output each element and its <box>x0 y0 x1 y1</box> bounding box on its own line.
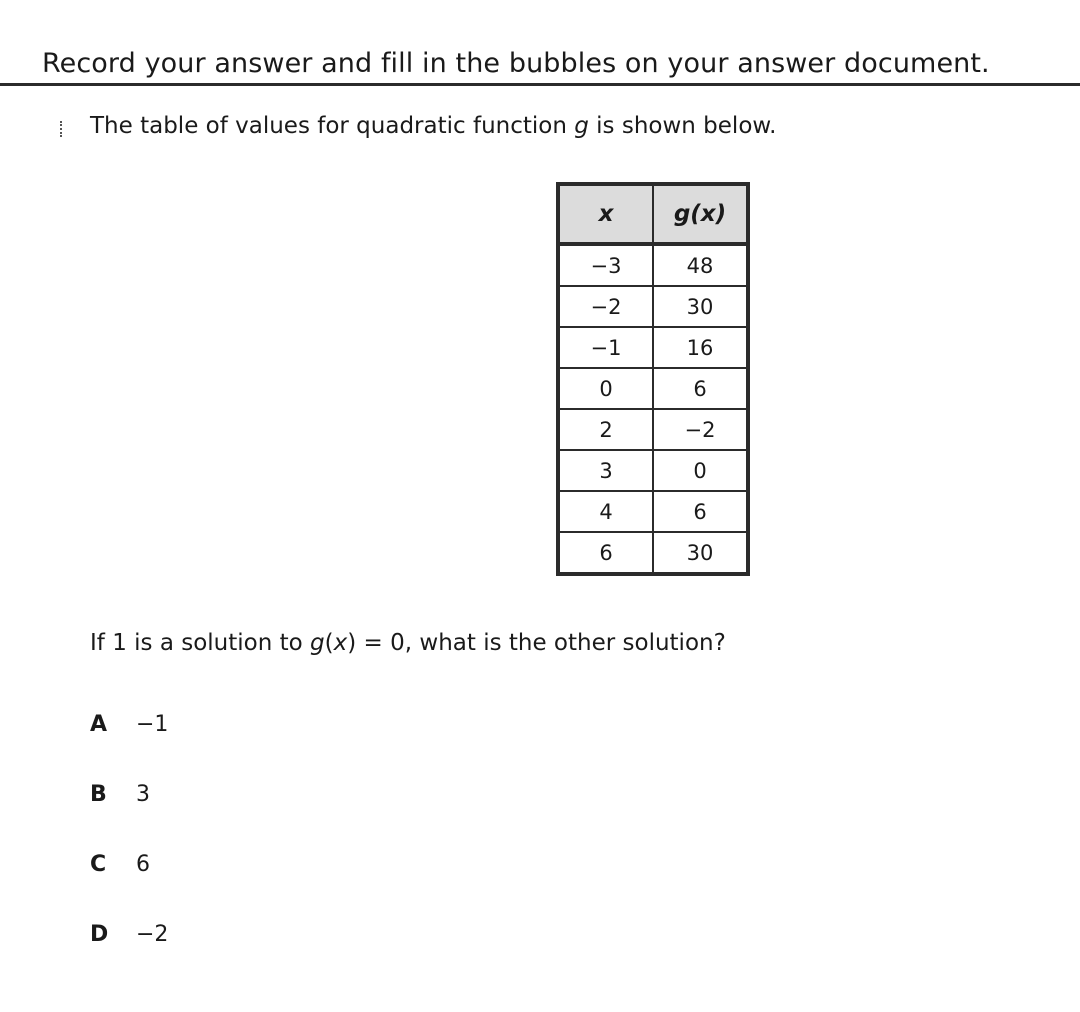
table-row <box>559 532 747 573</box>
question-open-paren: ( <box>324 630 334 656</box>
answer-choice-d[interactable] <box>90 922 168 947</box>
choice-letter: B <box>90 782 107 807</box>
cell-gx: 0 <box>653 450 747 491</box>
question-close-paren: ) <box>347 630 357 656</box>
choice-letter: A <box>90 712 108 737</box>
table-row <box>559 368 747 409</box>
question-variable: x <box>333 630 348 656</box>
choice-letter: D <box>90 922 109 947</box>
cell-gx: 6 <box>653 368 747 409</box>
cell-gx: 6 <box>653 491 747 532</box>
answer-choice-c[interactable] <box>90 852 150 877</box>
cell-x: −1 <box>559 327 653 368</box>
cell-gx: 16 <box>653 327 747 368</box>
choice-value: 3 <box>136 782 150 807</box>
table-row <box>559 327 747 368</box>
cell-x: 4 <box>559 491 653 532</box>
cell-x: 6 <box>559 532 653 573</box>
header-divider <box>0 83 1080 86</box>
choice-value: −2 <box>136 922 169 947</box>
column-header-x: x <box>559 185 653 244</box>
choice-value: −1 <box>136 712 169 737</box>
question-prompt <box>90 113 776 139</box>
values-table <box>558 184 748 574</box>
table-row <box>559 450 747 491</box>
cell-x: 3 <box>559 450 653 491</box>
question-text-before: If 1 is a solution to <box>90 630 311 656</box>
question-function-name: g <box>310 630 325 656</box>
item-marker <box>60 121 64 137</box>
prompt-text-after: is shown below. <box>588 113 777 139</box>
table-row <box>559 286 747 327</box>
question-text <box>90 630 726 656</box>
prompt-text-before: The table of values for quadratic function <box>90 113 575 139</box>
cell-x: 2 <box>559 409 653 450</box>
cell-x: 0 <box>559 368 653 409</box>
cell-x: −3 <box>559 244 653 286</box>
table-row <box>559 409 747 450</box>
answer-choice-b[interactable] <box>90 782 150 807</box>
table-row <box>559 491 747 532</box>
prompt-function-name: g <box>574 113 589 139</box>
cell-gx: 30 <box>653 286 747 327</box>
cell-gx: −2 <box>653 409 747 450</box>
column-header-gx: g(x) <box>653 185 747 244</box>
cell-gx: 30 <box>653 532 747 573</box>
table-row <box>559 244 747 286</box>
choice-letter: C <box>90 852 107 877</box>
question-text-after: = 0, what is the other solution? <box>356 630 726 656</box>
choice-value: 6 <box>136 852 150 877</box>
answer-choice-a[interactable] <box>90 712 168 737</box>
cell-gx: 48 <box>653 244 747 286</box>
instruction-text: Record your answer and fill in the bubbles on your answer document. <box>42 48 990 79</box>
cell-x: −2 <box>559 286 653 327</box>
table-header-row <box>559 185 747 244</box>
